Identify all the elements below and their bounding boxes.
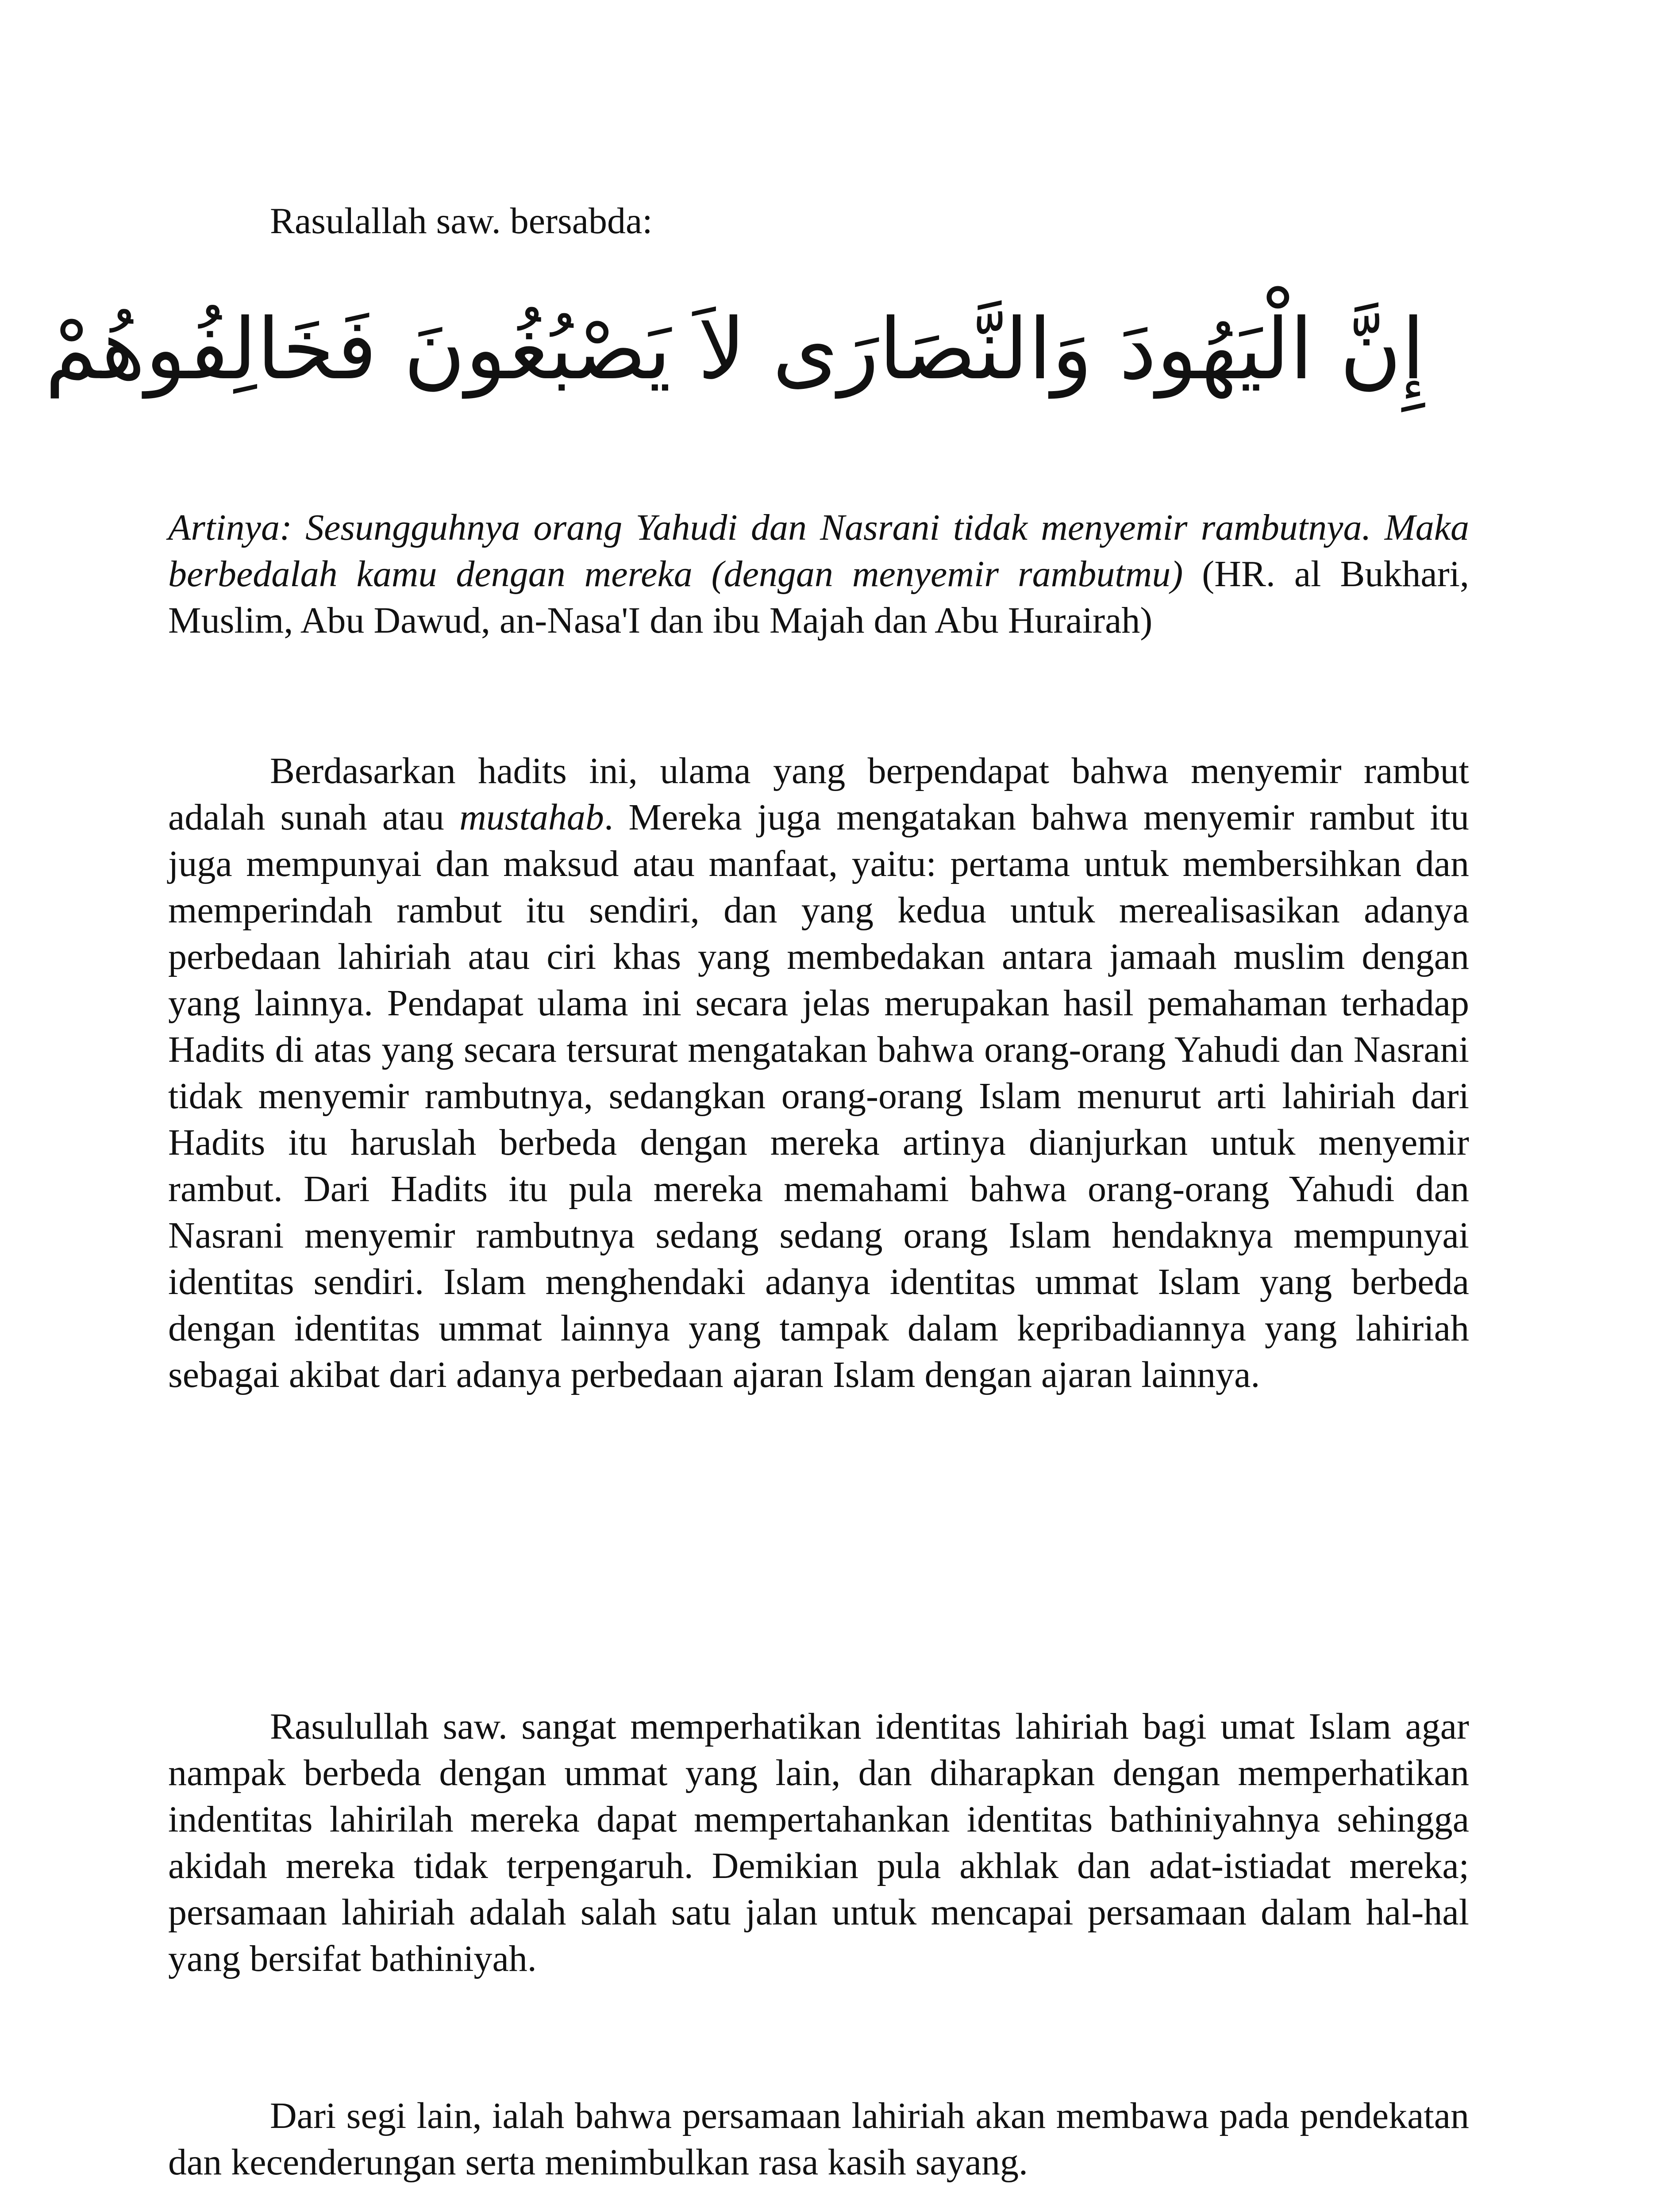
hadith-source: (HR. al Bukhari, Muslim, Abu Dawud, an-Nasa'I dan ibu Majah dan Abu Hurairah) <box>168 553 1470 641</box>
hadith-arabic-text: إِنَّ الْيَهُودَ وَالنَّصَارَى لاَ يَصْبُغُونَ فَخَالِفُوهُمْ <box>45 300 1425 398</box>
paragraph-1-rest: . Mereka juga mengatakan bahwa menyemir rambut itu juga mempunyai dan maksud atau manfaat, yaitu: pertama untuk membersihkan dan memperindah rambut itu sendiri, dan yang kedua untuk merealisasikan adanya perbedaan lahiriah atau ciri khas yang membedakan antara jamaah muslim dengan yang lainnya. Pendapat ulama ini secara jelas merupakan hasil pemahaman terhadap Hadits di atas yang secara tersurat mengatakan bahwa orang-orang Yahudi dan Nasrani tidak menyemir rambutnya, sedangkan orang-orang Islam menurut arti lahiriah dari Hadits itu haruslah berbeda dengan mereka artinya dianjurkan untuk menyemir rambut. Dari Hadits itu pula mereka memahami bahwa orang-orang Yahudi dan Nasrani menyemir rambutnya sedang sedang orang Islam hendaknya mempunyai identitas sendiri. Islam menghendaki adanya identitas ummat Islam yang berbeda dengan identitas ummat lainnya yang tampak dalam kepribadiannya yang lahiriah sebagai akibat dari adanya perbedaan ajaran Islam dengan ajaran lainnya. <box>168 797 1469 1395</box>
translation-text: Artinya: Sesungguhnya orang Yahudi dan Nasrani tidak menyemir rambutnya. Maka berbedalah kamu dengan mereka (dengan menyemir rambutmu) <box>168 507 1469 595</box>
term-mustahab: mustahab <box>459 797 604 838</box>
paragraph-2: Rasulullah saw. sangat memperhatikan identitas lahiriah bagi umat Islam agar nampak berbeda dengan ummat yang lain, dan diharapkan dengan memperhatikan indentitas lahirilah mereka dapat mempertahankan identitas bathiniyahnya sehingga akidah mereka tidak terpengaruh. Demikian pula akhlak dan adat-istiadat mereka; persamaan lahiriah adalah salah satu jalan untuk mencapai persamaan dalam hal-hal yang bersifat bathiniyah. <box>168 1706 1469 1979</box>
paragraph-1-start: Berdasarkan hadits ini, ulama yang berpendapat bahwa menyemir rambut adalah sunah atau <box>168 750 1469 838</box>
paragraph-3: Dari segi lain, ialah bahwa persamaan lahiriah akan membawa pada pendekatan dan kecenderungan serta menimbulkan rasa kasih sayang. <box>168 2095 1469 2183</box>
hadith-intro: Rasulallah saw. bersabda: <box>270 200 653 242</box>
paragraph-1 <box>168 748 1469 1398</box>
hadith-translation <box>168 504 1469 644</box>
